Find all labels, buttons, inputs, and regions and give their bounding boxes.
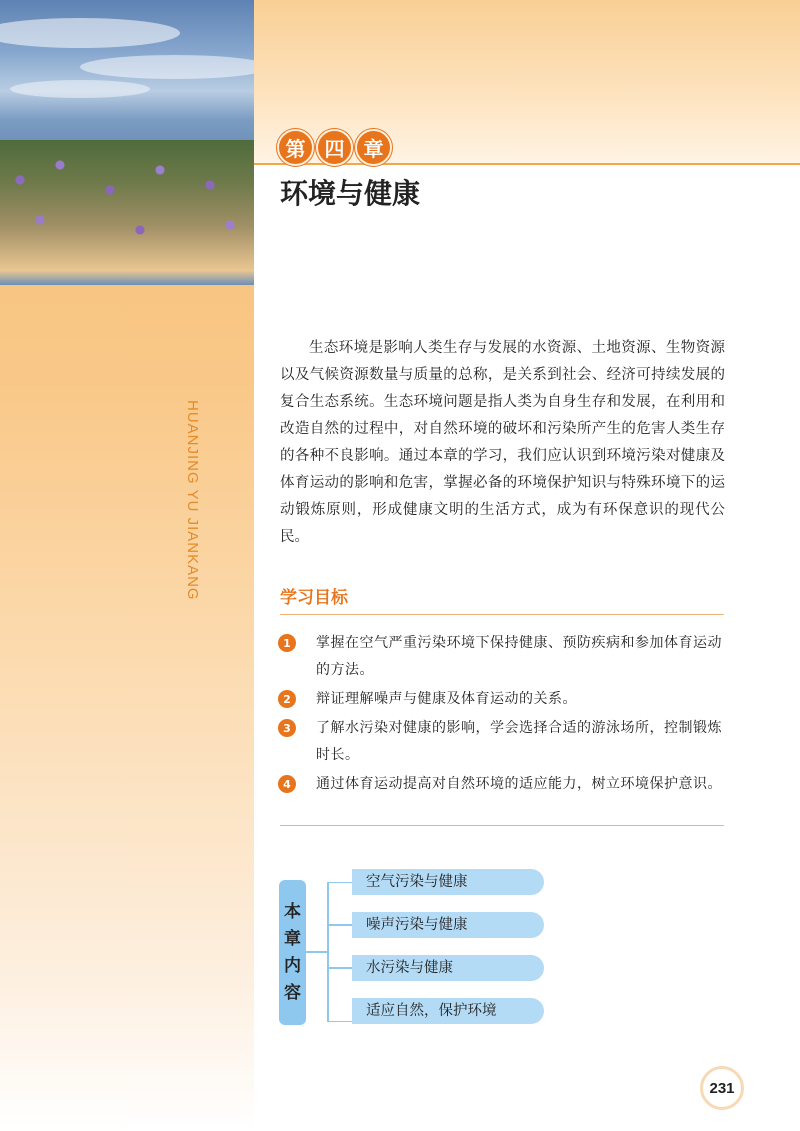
contents-topic: 噪声污染与健康	[352, 912, 544, 938]
contents-topic: 空气污染与健康	[352, 869, 544, 895]
goal-number-badge: 4	[278, 775, 296, 793]
chapter-contents-label	[279, 880, 306, 1025]
vertical-pinyin-title: HUANJING YU JIANKANG	[184, 400, 201, 601]
contents-label-char: 内	[284, 955, 301, 976]
contents-label-char: 本	[284, 901, 301, 922]
page-number: 231	[700, 1066, 744, 1110]
goal-text: 辩证理解噪声与健康及体育运动的关系。	[316, 691, 577, 707]
goal-text: 通过体育运动提高对自然环境的适应能力，树立环境保护意识。	[316, 776, 722, 792]
contents-label-char: 章	[284, 928, 301, 949]
goals-bottom-divider	[280, 825, 724, 826]
chapter-badge	[277, 129, 392, 166]
goal-item	[278, 630, 724, 684]
contents-topic: 水污染与健康	[352, 955, 544, 981]
goals-list	[278, 630, 724, 800]
contents-label-char: 容	[284, 982, 301, 1003]
chapter-badge-char: 四	[316, 129, 353, 166]
goals-divider	[280, 614, 724, 615]
goal-number-badge: 2	[278, 690, 296, 708]
chapter-title: 环境与健康	[280, 177, 421, 210]
chapter-badge-char: 章	[355, 129, 392, 166]
goal-number-badge: 3	[278, 719, 296, 737]
goal-item	[278, 771, 724, 798]
goal-item	[278, 715, 724, 769]
chapter-badge-char: 第	[277, 129, 314, 166]
intro-paragraph: 生态环境是影响人类生存与发展的水资源、土地资源、生物资源以及气候资源数量与质量的总称，是关系到社会、经济可持续发展的复合生态系统。生态环境问题是指人类为自身生存和发展，在利用和改造自然的过程中，对自然环境的破坏和污染所产生的危害人类生存的各种不良影响。通过本章的学习，我们应认识到环境污染对健康及体育运动的影响和危害，掌握必备的环境保护知识与特殊环境下的运动锻炼原则，形成健康文明的生活方式，成为有环保意识的现代公民。	[280, 340, 725, 545]
goal-text: 了解水污染对健康的影响，学会选择合适的游泳场所，控制锻炼时长。	[316, 720, 722, 763]
side-panel	[0, 0, 254, 1131]
goal-text: 掌握在空气严重污染环境下保持健康、预防疾病和参加体育运动的方法。	[316, 635, 722, 678]
contents-topic: 适应自然，保护环境	[352, 998, 544, 1024]
goal-number-badge: 1	[278, 634, 296, 652]
landscape-photo	[0, 0, 254, 285]
goals-heading: 学习目标	[280, 588, 348, 608]
goal-item	[278, 686, 724, 713]
